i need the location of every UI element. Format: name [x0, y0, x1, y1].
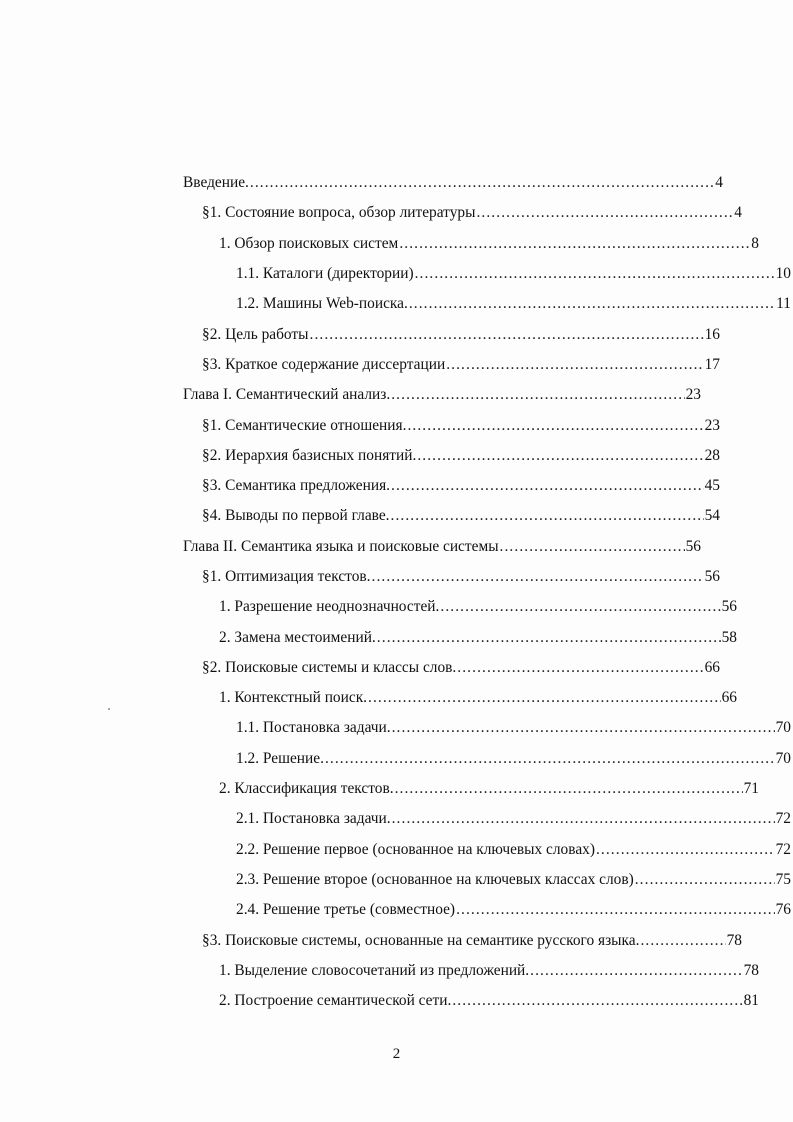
dot-leader — [446, 356, 703, 374]
toc-entry-page: 54 — [704, 507, 720, 525]
toc-entry-page: 56 — [685, 537, 701, 555]
dot-leader — [640, 932, 725, 950]
toc-entry-page: 45 — [704, 477, 720, 495]
toc-entry-page: 11 — [776, 295, 791, 313]
toc-entry-title: §2. Поисковые системы и классы слов. — [202, 658, 457, 676]
dot-leader — [310, 326, 704, 344]
toc-entry — [183, 289, 791, 319]
toc-entry-title: §1. Оптимизация текстов. — [202, 568, 371, 585]
toc-entry — [183, 713, 791, 743]
toc-entry-title: §2. Цель работы — [202, 325, 309, 343]
toc-entry-page: 10 — [775, 265, 791, 283]
dot-leader — [368, 689, 721, 707]
toc-entry-title: 1. Обзор поисковых систем — [219, 234, 399, 252]
toc-entry-page: 58 — [721, 628, 737, 646]
toc-entry-title: 1. Выделение словосочетаний из предложений. — [219, 961, 530, 979]
dot-leader — [409, 295, 775, 313]
toc-entry-page: 76 — [775, 901, 791, 919]
toc-entry-page: 23 — [685, 386, 701, 404]
dot-leader — [452, 992, 742, 1010]
toc-entry-page: 78 — [726, 931, 742, 949]
toc-entry-title: §4. Выводы по первой главе. — [202, 507, 390, 525]
dot-leader — [391, 386, 684, 404]
toc-entry-page: 23 — [704, 416, 720, 434]
dot-leader — [250, 174, 714, 192]
toc-entry-title: 1. Разрешение неоднозначностей. — [219, 598, 440, 616]
toc-entry-page: 66 — [704, 658, 720, 676]
toc-entry — [183, 774, 759, 804]
toc-entry-title: Глава II. Семантика языка и поисковые системы — [183, 537, 499, 555]
toc-entry — [183, 168, 723, 198]
toc-entry-page: 4 — [715, 174, 723, 192]
toc-entry-title: Введение. — [183, 174, 249, 192]
toc-entry — [183, 259, 791, 289]
dot-leader — [392, 810, 775, 828]
toc-entry — [183, 592, 737, 622]
table-of-contents — [183, 168, 791, 1016]
toc-entry-page: 72 — [775, 840, 791, 858]
toc-entry-page: 66 — [721, 689, 737, 707]
dot-leader — [456, 901, 775, 919]
page-number: 2 — [392, 1046, 401, 1062]
toc-entry-title: §1. Состояние вопроса, обзор литературы — [202, 204, 476, 222]
toc-entry-title: 1.2. Машины Web-поиска. — [236, 295, 408, 313]
toc-entry-title: 2. Замена местоимений. — [219, 628, 376, 646]
dot-leader — [377, 629, 721, 647]
toc-entry-title: 2. Построение семантической сети. — [219, 992, 452, 1010]
dot-leader — [457, 659, 703, 677]
dot-leader — [415, 265, 775, 283]
toc-entry-title: 1.2. Решение. — [236, 749, 324, 767]
toc-entry — [183, 441, 720, 471]
dot-leader — [407, 417, 703, 435]
toc-entry — [183, 198, 742, 228]
toc-entry — [183, 835, 791, 865]
dot-leader — [391, 507, 704, 525]
toc-entry-title: §2. Иерархия базисных понятий. — [202, 446, 417, 464]
toc-entry-title: §3. Поисковые системы, основанные на семантике русского языка. — [202, 931, 640, 949]
toc-entry — [183, 986, 759, 1016]
dot-leader — [395, 780, 743, 798]
toc-entry-page: 17 — [704, 355, 720, 373]
toc-entry-page: 70 — [775, 749, 791, 767]
toc-entry-page: 56 — [721, 598, 737, 616]
dot-leader — [440, 598, 720, 616]
toc-entry — [183, 562, 720, 592]
toc-entry — [183, 956, 759, 986]
toc-entry-title: 2.2. Решение первое (основанное на ключевых словах) — [236, 840, 595, 858]
toc-entry — [183, 622, 737, 652]
toc-entry-title: 1. Контекстный поиск. — [219, 689, 368, 707]
dot-leader — [325, 750, 775, 768]
toc-entry — [183, 653, 720, 683]
toc-entry-page: 81 — [743, 992, 759, 1010]
dot-leader — [476, 204, 733, 222]
dot-leader — [635, 871, 775, 889]
toc-entry — [183, 865, 791, 895]
dot-leader — [391, 477, 704, 495]
toc-entry-page: 28 — [704, 446, 720, 464]
toc-entry-title: 2.3. Решение второе (основанное на ключевых классах слов) — [236, 870, 634, 888]
toc-entry — [183, 319, 720, 349]
toc-entry — [183, 744, 791, 774]
toc-entry — [183, 683, 737, 713]
dot-leader — [392, 719, 775, 737]
toc-entry — [183, 229, 759, 259]
toc-entry-page: 70 — [775, 719, 791, 737]
dot-leader — [417, 447, 703, 465]
toc-entry-page: 4 — [734, 204, 742, 222]
toc-entry-page: 8 — [751, 234, 759, 252]
toc-entry-title: 1.1. Каталоги (директории) — [236, 265, 414, 283]
toc-entry-title: 2. Классификация текстов. — [219, 780, 394, 798]
toc-entry-page: 16 — [704, 325, 720, 343]
toc-entry-title: §3. Краткое содержание диссертации — [202, 355, 446, 373]
toc-entry-page: 75 — [775, 870, 791, 888]
toc-entry — [183, 350, 720, 380]
toc-entry-title: §3. Семантика предложения. — [202, 477, 391, 495]
toc-entry-title: Глава I. Семантический анализ. — [183, 386, 391, 404]
toc-entry — [183, 804, 791, 834]
toc-entry-page: 71 — [743, 780, 759, 798]
toc-entry — [183, 410, 720, 440]
dot-leader — [530, 962, 742, 980]
toc-entry — [183, 471, 720, 501]
toc-entry — [183, 501, 720, 531]
dot-leader — [596, 841, 775, 859]
toc-entry-title: 2.1. Постановка задачи. — [236, 810, 391, 828]
dot-leader — [399, 235, 750, 253]
toc-entry-page: 72 — [775, 810, 791, 828]
dot-leader — [500, 538, 685, 556]
toc-entry — [183, 532, 701, 562]
toc-entry-title: 1.1. Постановка задачи. — [236, 719, 391, 737]
toc-entry — [183, 380, 701, 410]
toc-entry-title: §1. Семантические отношения. — [202, 416, 407, 434]
toc-entry-page: 56 — [704, 568, 720, 585]
toc-entry-page: 78 — [743, 961, 759, 979]
dot-leader — [372, 568, 704, 586]
toc-entry — [183, 925, 742, 955]
toc-entry-title: 2.4. Решение третье (совместное) — [236, 901, 456, 919]
scan-speck — [108, 708, 110, 710]
toc-entry — [183, 895, 791, 925]
